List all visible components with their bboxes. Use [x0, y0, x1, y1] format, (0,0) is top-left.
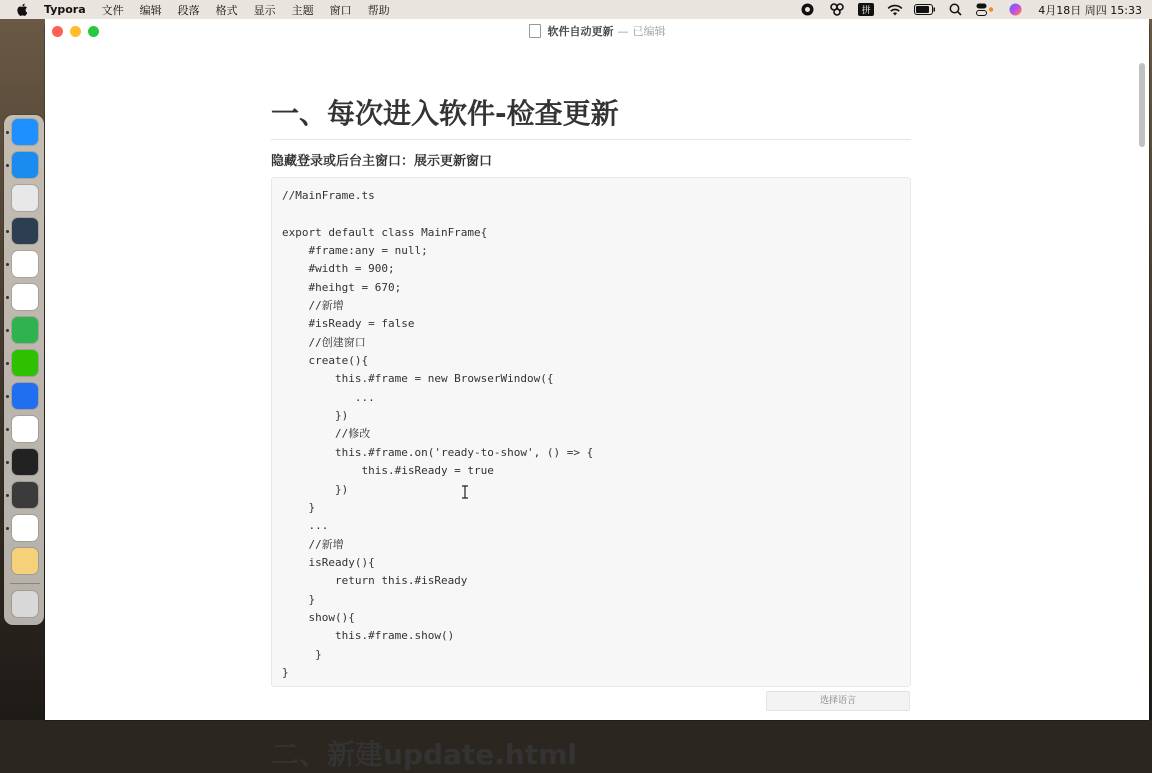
running-indicator [6, 131, 9, 134]
window-title-separator: — [617, 24, 629, 38]
baidu-netdisk-status-icon[interactable] [828, 3, 846, 17]
chrome-icon[interactable] [12, 251, 38, 277]
hbuilder-icon[interactable] [12, 317, 38, 343]
code-line[interactable]: ... [282, 390, 375, 404]
code-block[interactable] [271, 177, 911, 687]
safari-icon[interactable] [12, 152, 38, 178]
trash-icon[interactable] [12, 591, 38, 617]
record-icon[interactable] [798, 3, 816, 17]
control-center-icon[interactable] [976, 3, 994, 17]
code-line[interactable]: this.#frame.on('ready-to-show', () => { [282, 445, 594, 459]
window-title [45, 23, 1149, 39]
sublime-text-icon[interactable] [12, 482, 38, 508]
dock [4, 115, 44, 625]
scrollbar-thumb[interactable] [1139, 63, 1145, 147]
code-line[interactable]: } [282, 592, 316, 606]
bold-paragraph[interactable]: 隐藏登录或后台主窗口：展示更新窗口 [271, 154, 493, 169]
menu-bar [0, 0, 1152, 19]
code-line[interactable]: this.#isReady = true [282, 464, 494, 478]
finder-icon[interactable] [12, 119, 38, 145]
vscode-icon[interactable] [12, 416, 38, 442]
code-line[interactable]: #heihgt = 670; [282, 280, 402, 294]
battery-icon[interactable] [916, 3, 934, 17]
text-cursor-icon [461, 485, 469, 499]
menu-format[interactable]: 格式 [215, 3, 238, 17]
code-line[interactable]: } [282, 500, 316, 514]
running-indicator [6, 230, 9, 233]
menu-paragraph[interactable]: 段落 [177, 3, 200, 17]
code-line[interactable]: } [282, 665, 289, 679]
code-line[interactable]: //修改 [282, 427, 371, 441]
input-method-icon[interactable]: 拼 [858, 3, 874, 16]
menu-help[interactable]: 帮助 [367, 3, 390, 17]
code-line[interactable]: //创建窗口 [282, 335, 366, 349]
code-line[interactable]: //新增 [282, 299, 344, 313]
menu-window[interactable]: 窗口 [329, 3, 352, 17]
code-line[interactable]: #isReady = false [282, 317, 415, 331]
code-line[interactable]: #width = 900; [282, 262, 395, 276]
code-line[interactable]: //MainFrame.ts [282, 189, 375, 202]
heading-1[interactable]: 一、每次进入软件-检查更新 [271, 97, 911, 140]
running-indicator [6, 494, 9, 497]
code-line[interactable]: #frame:any = null; [282, 244, 428, 258]
code-line[interactable]: }) [282, 482, 349, 496]
menu-view[interactable]: 显示 [253, 3, 276, 17]
code-line[interactable]: //新增 [282, 537, 344, 551]
running-indicator [6, 296, 9, 299]
vertical-scrollbar[interactable] [1137, 43, 1147, 720]
running-indicator [6, 527, 9, 530]
code-line[interactable]: this.#frame.show() [282, 629, 455, 643]
baidu-netdisk-icon[interactable] [12, 284, 38, 310]
edit-status: 已编辑 [632, 25, 666, 38]
code-line[interactable]: ... [282, 519, 329, 533]
running-indicator [6, 362, 9, 365]
code-line[interactable]: show(){ [282, 610, 355, 624]
terminal-icon[interactable] [12, 449, 38, 475]
menu-file[interactable]: 文件 [101, 3, 124, 17]
color-picker-icon[interactable] [12, 548, 38, 574]
running-indicator [6, 428, 9, 431]
menu-app-name[interactable]: Typora [44, 3, 86, 16]
running-indicator [6, 263, 9, 266]
spotlight-search-icon[interactable] [946, 3, 964, 17]
code-line[interactable] [282, 205, 910, 223]
code-line[interactable]: return this.#isReady [282, 574, 468, 588]
code-line[interactable]: this.#frame = new BrowserWindow({ [282, 372, 554, 386]
wifi-icon[interactable] [886, 3, 904, 17]
language-select[interactable]: 选择语言 [766, 691, 910, 711]
typora-icon[interactable] [12, 515, 38, 541]
code-line[interactable]: }) [282, 409, 349, 423]
menu-edit[interactable]: 编辑 [139, 3, 162, 17]
document-icon [529, 24, 541, 38]
running-indicator [6, 461, 9, 464]
launchpad-icon[interactable] [12, 185, 38, 211]
running-indicator [6, 395, 9, 398]
code-line[interactable]: export default class MainFrame{ [282, 225, 488, 239]
screen-recorder-icon[interactable] [12, 218, 38, 244]
code-text[interactable] [272, 178, 910, 682]
menu-theme[interactable]: 主题 [291, 3, 314, 17]
window-filename: 软件自动更新 [547, 25, 614, 38]
siri-icon[interactable] [1006, 3, 1024, 17]
dock-separator [10, 583, 40, 584]
wechat-icon[interactable] [12, 350, 38, 376]
running-indicator [6, 164, 9, 167]
menu-bar-clock[interactable]: 4月18日 周四 15:33 [1038, 3, 1142, 17]
running-indicator [6, 329, 9, 332]
apple-menu-icon[interactable] [16, 3, 30, 16]
code-line[interactable]: create(){ [282, 354, 369, 368]
feishu-icon[interactable] [12, 383, 38, 409]
status-area [798, 0, 1142, 19]
title-bar[interactable] [45, 19, 1149, 43]
heading-2-partial[interactable]: 二、新建update.html [271, 738, 578, 771]
typora-window [45, 19, 1149, 771]
code-line[interactable]: } [282, 647, 322, 661]
code-line[interactable]: isReady(){ [282, 555, 375, 569]
